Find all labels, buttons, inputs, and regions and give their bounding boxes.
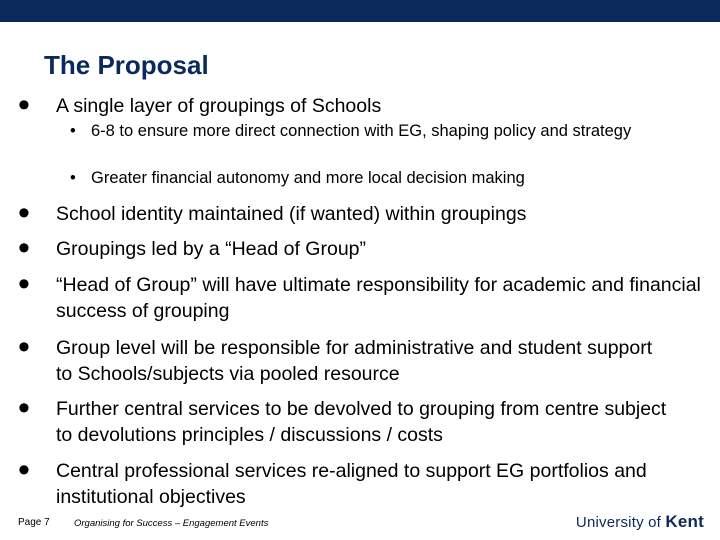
header-bar <box>0 0 720 22</box>
sub-bullet <box>70 120 690 143</box>
slide-title: The Proposal <box>44 50 209 80</box>
bullet-marker: • <box>18 194 30 232</box>
footer-event-text: Organising for Success – Engagement Events <box>74 518 269 529</box>
bullet-marker: • <box>18 328 30 366</box>
logo-prefix: University of <box>575 514 662 531</box>
bullet-marker: • <box>18 86 30 124</box>
sub-bullet-text: Greater financial autonomy and more local decision making <box>91 169 525 187</box>
sub-bullet-marker: • <box>70 169 76 187</box>
bullet-text: A single layer of groupings of Schools <box>56 95 382 117</box>
bullet-marker: • <box>18 229 30 267</box>
bullet-marker: • <box>18 389 30 427</box>
bullet-text: Group level will be responsible for administrative and student support to Schools/subjects via pooled resource <box>56 337 653 385</box>
bullet-marker: • <box>18 265 30 303</box>
page-number: Page 7 <box>18 517 50 528</box>
sub-bullet-marker: • <box>70 122 76 140</box>
bullet-text: Central professional services re-aligned to support EG portfolios and institutional objectives <box>56 460 647 508</box>
bullet-text: “Head of Group” will have ultimate responsibility for academic and financial success of grouping <box>56 274 701 322</box>
sub-bullet <box>70 167 690 190</box>
bullet-marker: • <box>18 451 30 489</box>
sub-bullet-text: 6-8 to ensure more direct connection with EG, shaping policy and strategy <box>91 122 632 140</box>
bullet-text: Groupings led by a “Head of Group” <box>56 238 367 260</box>
bullet-text: School identity maintained (if wanted) within groupings <box>56 203 527 225</box>
university-logo <box>576 512 704 532</box>
logo-name: Kent <box>665 512 704 531</box>
bullet-text: Further central services to be devolved to grouping from centre subject to devolutions principles / discussions / costs <box>56 398 667 446</box>
